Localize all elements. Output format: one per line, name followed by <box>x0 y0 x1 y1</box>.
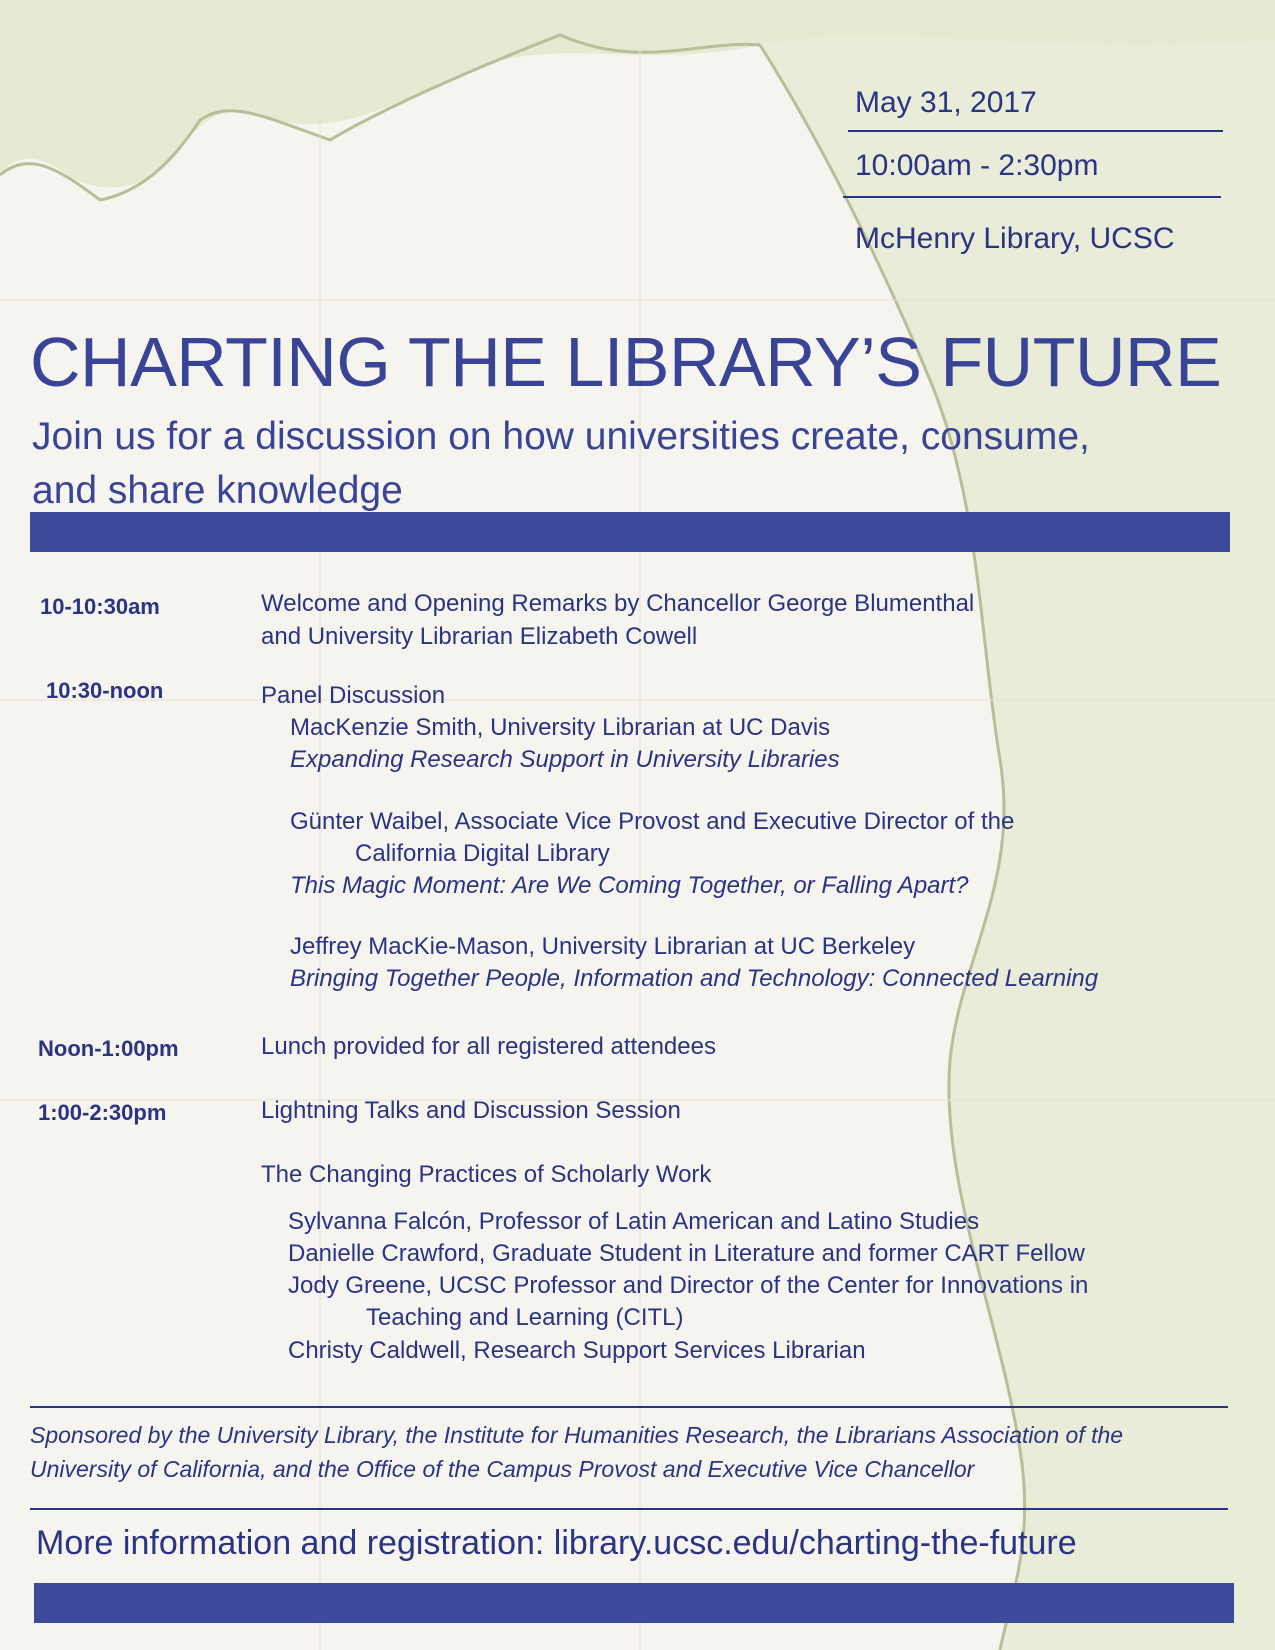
schedule-text: Panel Discussion <box>261 682 446 709</box>
schedule-time: 1:00-2:30pm <box>38 1100 167 1125</box>
schedule-text: The Changing Practices of Scholarly Work <box>261 1161 712 1188</box>
speaker-name: Christy Caldwell, Research Support Services Librarian <box>288 1337 866 1364</box>
speaker-name: Danielle Crawford, Graduate Student in Literature and former CART Fellow <box>288 1240 1085 1267</box>
sponsor-note <box>30 1418 1230 1486</box>
speaker-name: Sylvanna Falcón, Professor of Latin American and Latino Studies <box>288 1208 980 1235</box>
subtitle-line: and share knowledge <box>32 469 403 512</box>
registration-info: More information and registration: library.ucsc.edu/charting-the-future <box>36 1524 1077 1562</box>
divider <box>848 130 1223 132</box>
event-time: 10:00am - 2:30pm <box>855 149 1099 182</box>
schedule-time: Noon-1:00pm <box>38 1036 179 1061</box>
subtitle-line: Join us for a discussion on how universities create, consume, <box>32 415 1090 458</box>
sponsor-line: University of California, and the Office of the Campus Provost and Executive Vice Chancellor <box>30 1456 975 1482</box>
schedule-text: Welcome and Opening Remarks by Chancellor George Blumenthal <box>261 590 975 617</box>
speaker-name: Teaching and Learning (CITL) <box>366 1304 684 1331</box>
divider <box>30 1406 1228 1408</box>
schedule-time: 10-10:30am <box>40 594 160 619</box>
panelist-name: Günter Waibel, Associate Vice Provost and Executive Director of the <box>290 808 1015 835</box>
top-accent-band <box>30 512 1230 552</box>
divider <box>30 1508 1228 1510</box>
schedule-text: Lightning Talks and Discussion Session <box>261 1097 681 1124</box>
panelist-name: MacKenzie Smith, University Librarian at UC Davis <box>290 714 831 741</box>
panelist-name: California Digital Library <box>355 840 610 867</box>
talk-title: Bringing Together People, Information and Technology: Connected Learning <box>290 965 1099 992</box>
schedule-time: 10:30-noon <box>46 678 164 703</box>
bottom-accent-band <box>34 1583 1234 1623</box>
subtitle <box>32 410 1232 518</box>
talk-title: This Magic Moment: Are We Coming Together, or Falling Apart? <box>290 872 969 899</box>
sponsor-line: Sponsored by the University Library, the Institute for Humanities Research, the Librarians Association of the <box>30 1422 1124 1448</box>
speaker-name: Jody Greene, UCSC Professor and Director of the Center for Innovations in <box>288 1272 1089 1299</box>
schedule-text: and University Librarian Elizabeth Cowell <box>261 623 698 650</box>
page-title: CHARTING THE LIBRARY’S FUTURE <box>30 323 1222 401</box>
divider <box>843 196 1221 198</box>
schedule-text: Lunch provided for all registered attendees <box>261 1033 716 1060</box>
panelist-name: Jeffrey MacKie-Mason, University Librarian at UC Berkeley <box>290 933 916 960</box>
event-location: McHenry Library, UCSC <box>855 222 1175 255</box>
event-date: May 31, 2017 <box>855 86 1037 119</box>
talk-title: Expanding Research Support in University Libraries <box>290 746 840 773</box>
